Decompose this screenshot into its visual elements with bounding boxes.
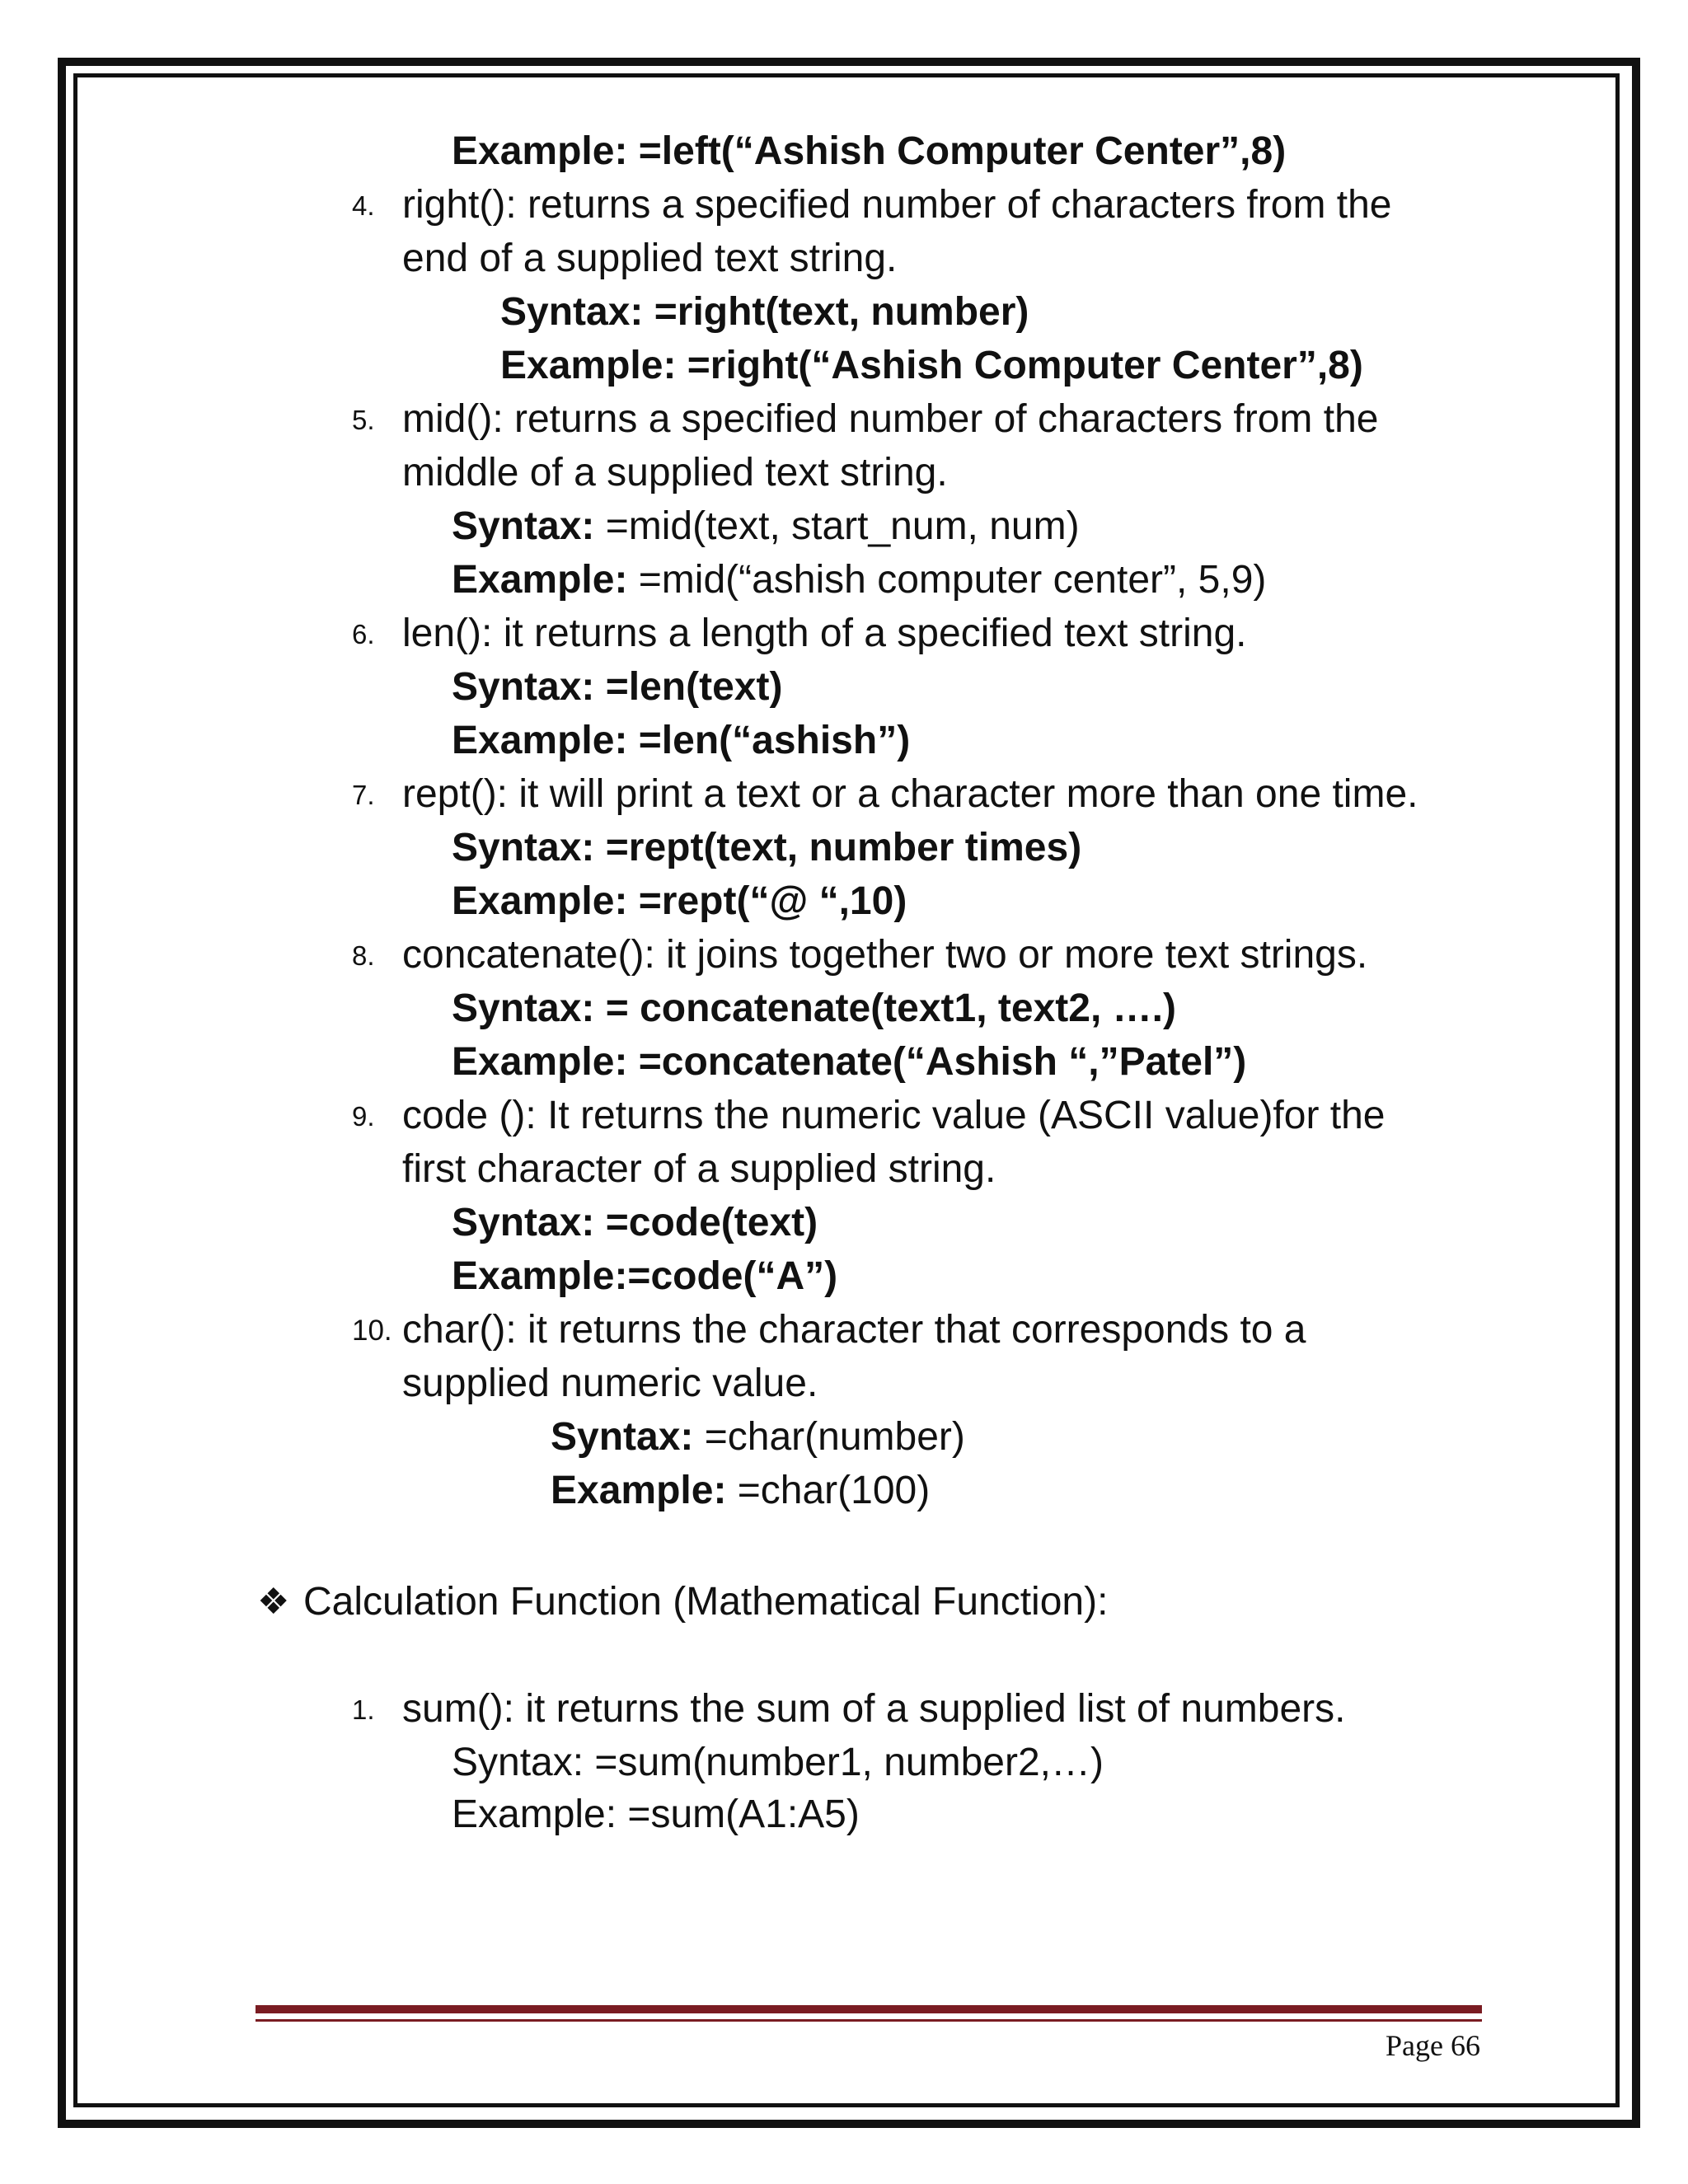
rept-description: rept(): it will print a text or a character more than one time.	[402, 772, 1418, 816]
char-syntax	[551, 1413, 965, 1462]
concatenate-example: Example: =concatenate(“Ashish “,”Patel”)	[452, 1040, 1247, 1084]
char-syntax-value: =char(number)	[693, 1415, 965, 1459]
item-number-5: 5.	[352, 405, 375, 435]
concatenate-syntax: Syntax: = concatenate(text1, text2, ….)	[452, 987, 1176, 1030]
calc-item-number-1: 1.	[352, 1694, 375, 1725]
code-syntax: Syntax: =code(text)	[452, 1201, 818, 1244]
mid-example	[452, 555, 1266, 605]
code-description-line-2: first character of a supplied string.	[402, 1147, 996, 1191]
sum-example: Example: =sum(A1:A5)	[452, 1793, 860, 1836]
len-syntax: Syntax: =len(text)	[452, 665, 783, 709]
mid-example-label: Example:	[452, 558, 628, 602]
item-number-6: 6.	[352, 619, 375, 649]
char-example-label: Example:	[551, 1469, 727, 1512]
calculation-section-heading: Calculation Function (Mathematical Function):	[303, 1580, 1109, 1624]
mid-example-value: =mid(“ashish computer center”, 5,9)	[627, 558, 1267, 602]
mid-syntax	[452, 502, 1080, 551]
item-number-10: 10.	[352, 1315, 392, 1347]
footer-rule-thick	[256, 2005, 1482, 2013]
char-example-value: =char(100)	[726, 1469, 931, 1512]
char-example	[551, 1466, 930, 1516]
mid-syntax-value: =mid(text, start_num, num)	[594, 504, 1080, 548]
rept-syntax: Syntax: =rept(text, number times)	[452, 826, 1082, 869]
code-example: Example:=code(“A”)	[452, 1254, 838, 1298]
char-description-line-1: char(): it returns the character that corresponds to a	[402, 1308, 1306, 1352]
len-description: len(): it returns a length of a specified text string.	[402, 612, 1247, 655]
mid-description-line-2: middle of a supplied text string.	[402, 451, 948, 494]
sum-description: sum(): it returns the sum of a supplied list of numbers.	[402, 1687, 1346, 1731]
mid-description-line-1: mid(): returns a specified number of characters from the	[402, 397, 1379, 441]
page-number: Page 66	[1386, 2029, 1480, 2062]
char-description-line-2: supplied numeric value.	[402, 1361, 818, 1405]
footer-rule-thin	[256, 2019, 1482, 2022]
right-description-line-1: right(): returns a specified number of characters from the	[402, 183, 1392, 227]
sum-syntax: Syntax: =sum(number1, number2,…)	[452, 1741, 1104, 1784]
right-description-line-2: end of a supplied text string.	[402, 237, 898, 280]
right-example: Example: =right(“Ashish Computer Center”,8)	[500, 344, 1363, 387]
right-syntax: Syntax: =right(text, number)	[500, 290, 1029, 334]
diamond-bullet-icon: ❖	[257, 1582, 290, 1622]
left-example: Example: =left(“Ashish Computer Center”,8)	[452, 129, 1287, 173]
item-number-4: 4.	[352, 190, 375, 221]
item-number-7: 7.	[352, 780, 375, 810]
mid-syntax-label: Syntax:	[452, 504, 595, 548]
len-example: Example: =len(“ashish”)	[452, 719, 911, 762]
concatenate-description: concatenate(): it joins together two or more text strings.	[402, 933, 1368, 977]
item-number-9: 9.	[352, 1101, 375, 1132]
code-description-line-1: code (): It returns the numeric value (ASCII value)for the	[402, 1094, 1386, 1137]
item-number-8: 8.	[352, 940, 375, 971]
rept-example: Example: =rept(“@ “,10)	[452, 879, 907, 923]
char-syntax-label: Syntax:	[551, 1415, 694, 1459]
